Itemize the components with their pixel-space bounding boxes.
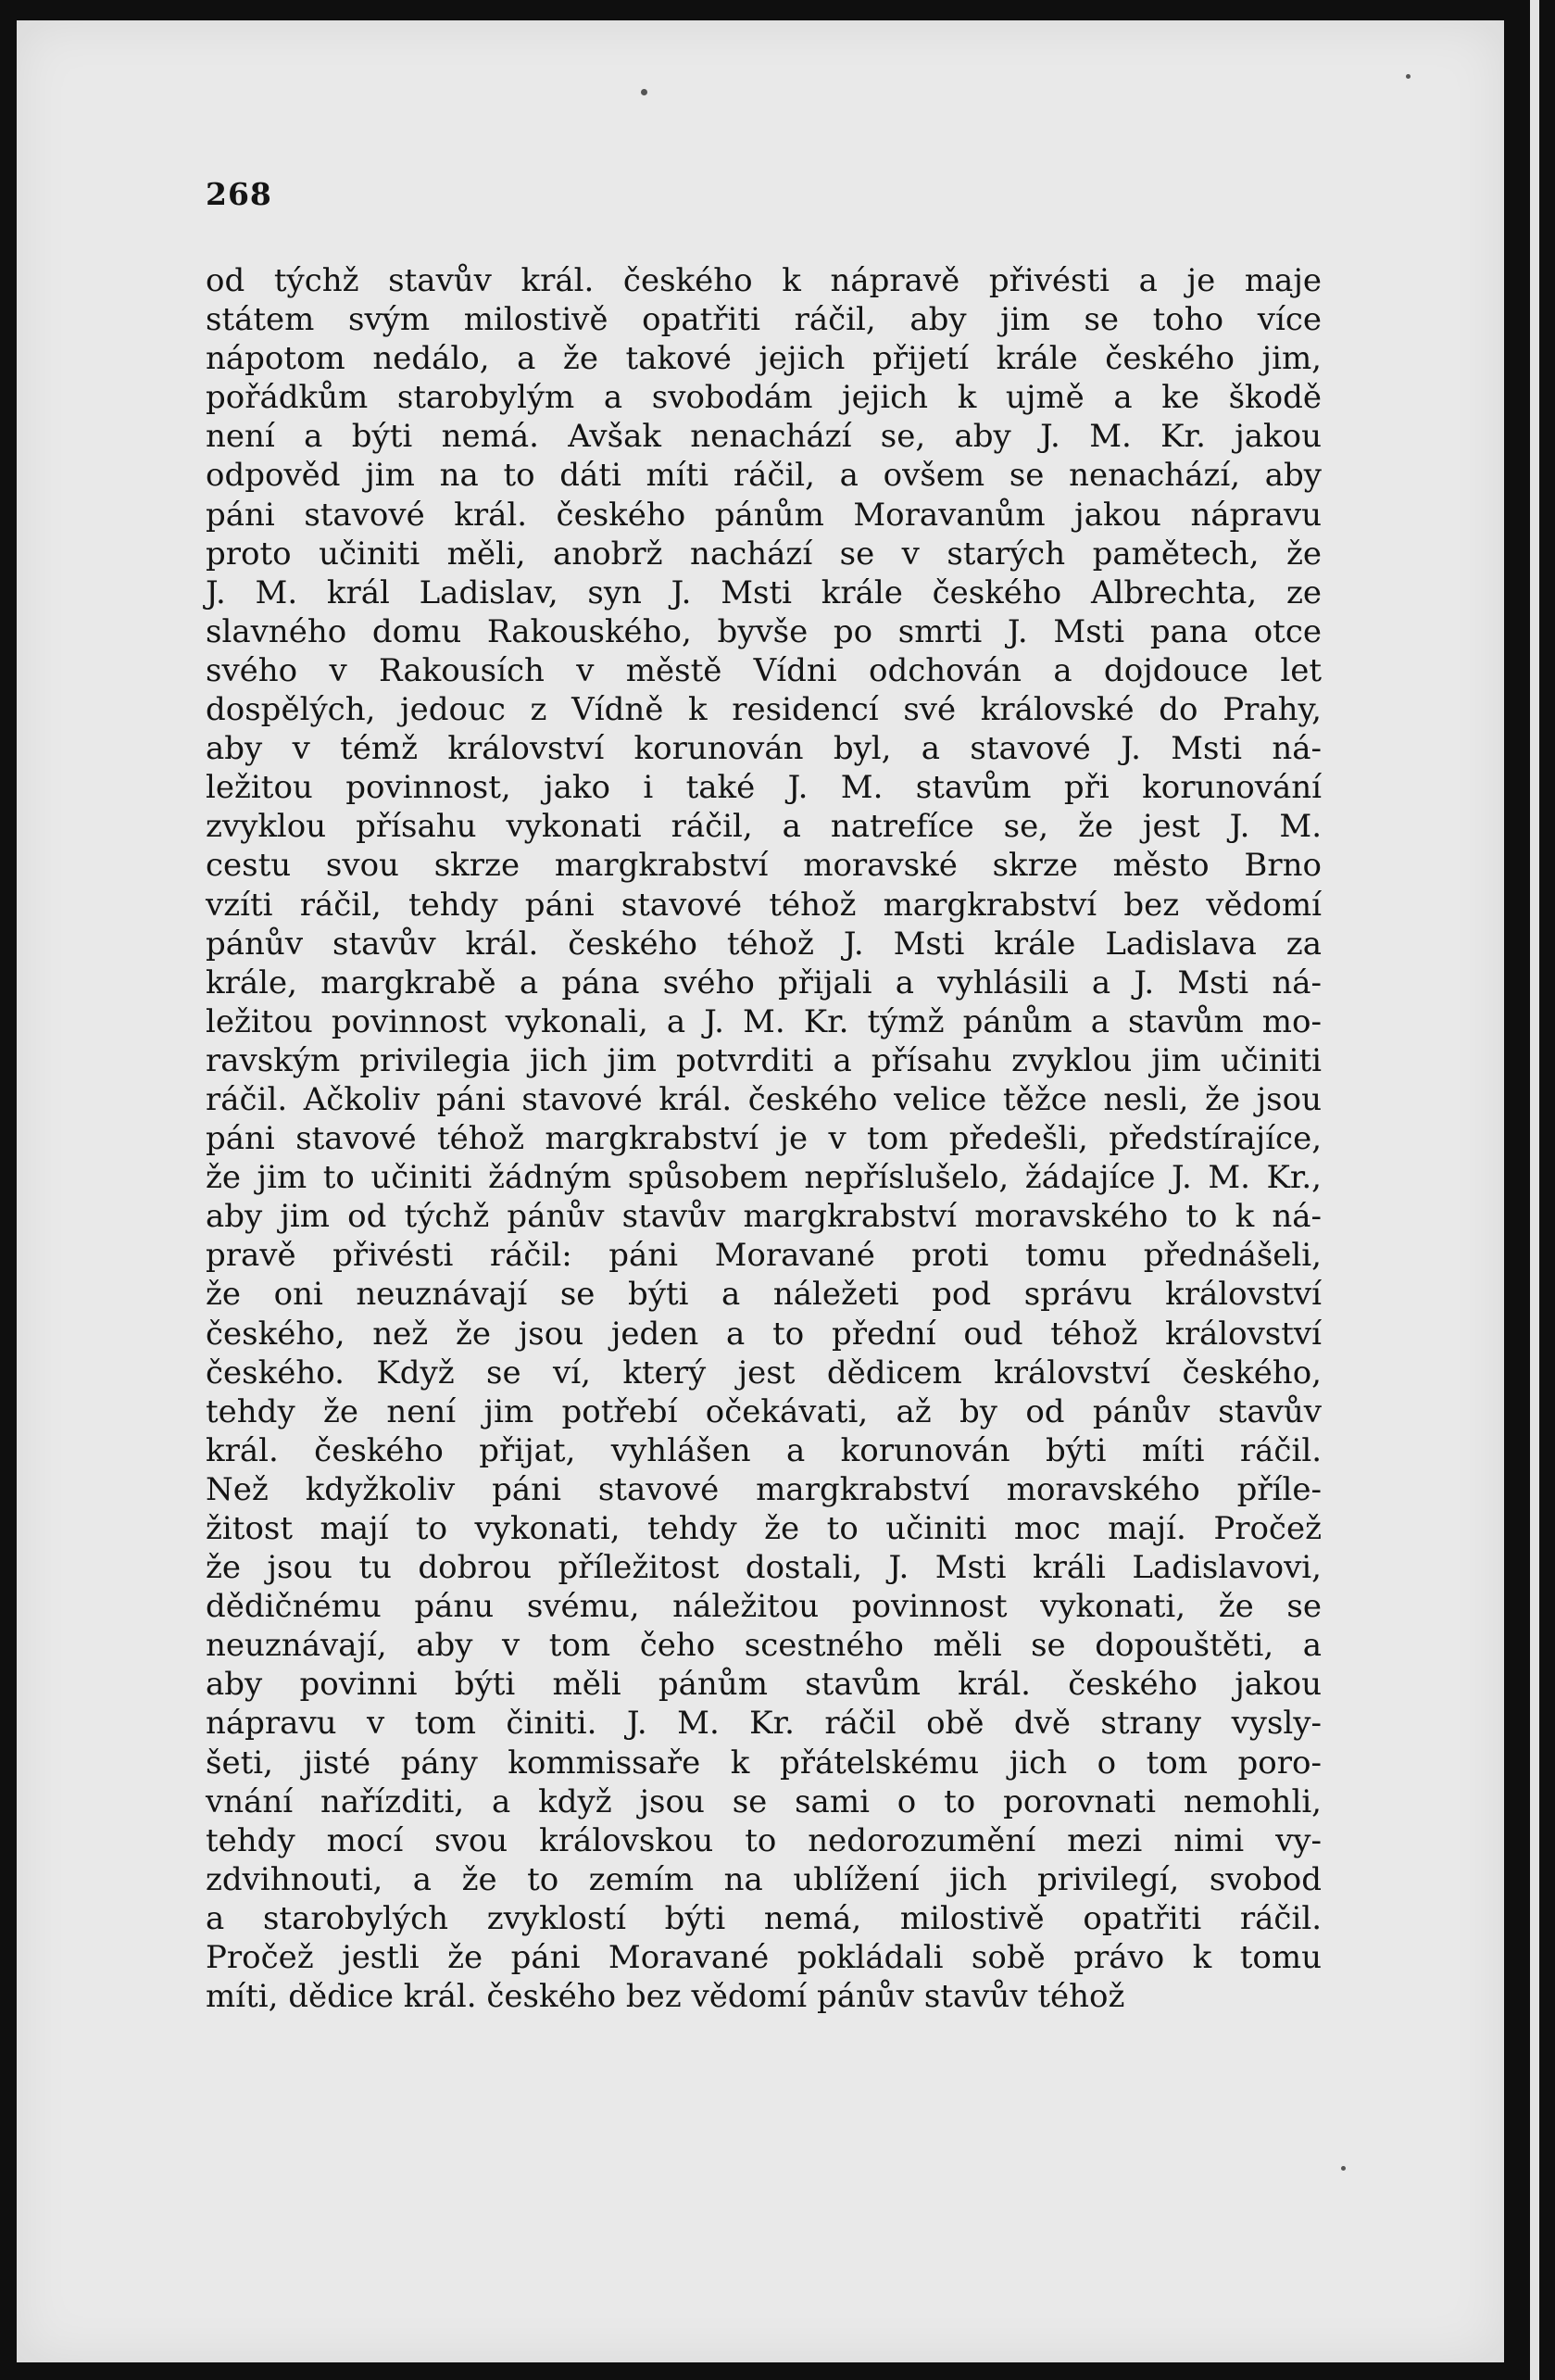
- text-line: neuznávají, aby v tom čeho scestného měli se dopouštěti, a: [206, 1627, 1322, 1665]
- text-line: aby povinni býti měli pánům stavům král. českého jakou: [206, 1666, 1322, 1704]
- text-line: páni stavové téhož margkrabství je v tom předešli, předstírajíce,: [206, 1120, 1322, 1158]
- text-line: státem svým milostivě opatřiti ráčil, aby jim se toho více: [206, 301, 1322, 339]
- adjacent-page-edge: [1530, 0, 1539, 2380]
- scan-speck: [1341, 2166, 1346, 2171]
- text-line: slavného domu Rakouského, byvše po smrti J. Msti pana otce: [206, 612, 1322, 650]
- text-line: cestu svou skrze margkrabství moravské skrze město Brno: [206, 847, 1322, 885]
- text-line: dospělých, jedouc z Vídně k residencí své královské do Prahy,: [206, 691, 1322, 729]
- text-line: pánův stavův král. českého téhož J. Msti krále Ladislava za: [206, 925, 1322, 963]
- text-line: že oni neuznávají se býti a náležeti pod správu království: [206, 1276, 1322, 1314]
- page-number: 268: [206, 176, 272, 212]
- text-line: svého v Rakousích v městě Vídni odchován a dojdouce let: [206, 651, 1322, 689]
- text-line: ráčil. Ačkoliv páni stavové král. českého velice těžce nesli, že jsou: [206, 1080, 1322, 1118]
- text-line: páni stavové král. českého pánům Moravanům jakou nápravu: [206, 496, 1322, 534]
- text-line: že jsou tu dobrou příležitost dostali, J. Msti králi Ladislavovi,: [206, 1549, 1322, 1587]
- text-line: šeti, jisté pány kommissaře k přátelskému jich o tom poro-: [206, 1744, 1322, 1782]
- body-text: [206, 261, 1322, 2016]
- text-line: vzíti ráčil, tehdy páni stavové téhož margkrabství bez vědomí: [206, 886, 1322, 924]
- text-line: míti, dědice král. českého bez vědomí pánův stavův téhož: [206, 1978, 1125, 2016]
- text-line: krále, margkrabě a pána svého přijali a vyhlásili a J. Msti ná-: [206, 963, 1322, 1001]
- text-line: nápotom nedálo, a že takové jejich přijetí krále českého jim,: [206, 340, 1322, 378]
- text-line: tehdy že není jim potřebí očekávati, až by od pánův stavův: [206, 1392, 1322, 1430]
- text-line: aby v témž království korunován byl, a stavové J. Msti ná-: [206, 730, 1322, 768]
- text-line: žitost mají to vykonati, tehdy že to učiniti moc mají. Pročež: [206, 1510, 1322, 1547]
- scan-speck: [641, 89, 647, 95]
- text-line: ležitou povinnost vykonali, a J. M. Kr. týmž pánům a stavům mo-: [206, 1002, 1322, 1040]
- text-line: nápravu v tom činiti. J. M. Kr. ráčil obě dvě strany vysly-: [206, 1705, 1322, 1743]
- text-line: pořádkům starobylým a svobodám jejich k ujmě a ke škodě: [206, 379, 1322, 417]
- text-line: ležitou povinnost, jako i také J. M. stavům při korunování: [206, 769, 1322, 807]
- text-line: pravě přivésti ráčil: páni Moravané proti tomu přednášeli,: [206, 1237, 1322, 1275]
- text-line: vnání nařízditi, a když jsou se sami o to porovnati nemohli,: [206, 1782, 1322, 1820]
- text-line: ravským privilegia jich jim potvrditi a přísahu zvyklou jim učiniti: [206, 1041, 1322, 1079]
- text-line: odpověd jim na to dáti míti ráčil, a ovšem se nenachází, aby: [206, 457, 1322, 495]
- text-line: českého, než že jsou jeden a to přední oud téhož království: [206, 1315, 1322, 1353]
- text-line: tehdy mocí svou královskou to nedorozumění mezi nimi vy-: [206, 1821, 1322, 1859]
- text-line: J. M. král Ladislav, syn J. Msti krále českého Albrechta, ze: [206, 573, 1322, 611]
- text-line: král. českého přijat, vyhlášen a korunován býti míti ráčil.: [206, 1431, 1322, 1469]
- text-line: českého. Když se ví, který jest dědicem království českého,: [206, 1354, 1322, 1391]
- text-line: zvyklou přísahu vykonati ráčil, a natrefíce se, že jest J. M.: [206, 808, 1322, 846]
- text-line: Než kdyžkoliv páni stavové margkrabství moravského příle-: [206, 1470, 1322, 1508]
- text-line: a starobylých zvyklostí býti nemá, milostivě opatřiti ráčil.: [206, 1899, 1322, 1937]
- text-line: zdvihnouti, a že to zemím na ublížení jich privilegí, svobod: [206, 1860, 1322, 1898]
- text-line: že jim to učiniti žádným spůsobem nepříslušelo, žádajíce J. M. Kr.,: [206, 1159, 1322, 1197]
- text-line: není a býti nemá. Avšak nenachází se, aby J. M. Kr. jakou: [206, 418, 1322, 456]
- scan-speck: [1406, 74, 1411, 79]
- text-line: aby jim od týchž pánův stavův margkrabství moravského to k ná-: [206, 1198, 1322, 1236]
- text-line: proto učiniti měli, anobrž nachází se v starých pamětech, že: [206, 535, 1322, 573]
- text-line: Pročež jestli že páni Moravané pokládali sobě právo k tomu: [206, 1939, 1322, 1977]
- text-line: od týchž stavův král. českého k nápravě přivésti a je maje: [206, 262, 1322, 299]
- text-line: dědičnému pánu svému, náležitou povinnost vykonati, že se: [206, 1588, 1322, 1626]
